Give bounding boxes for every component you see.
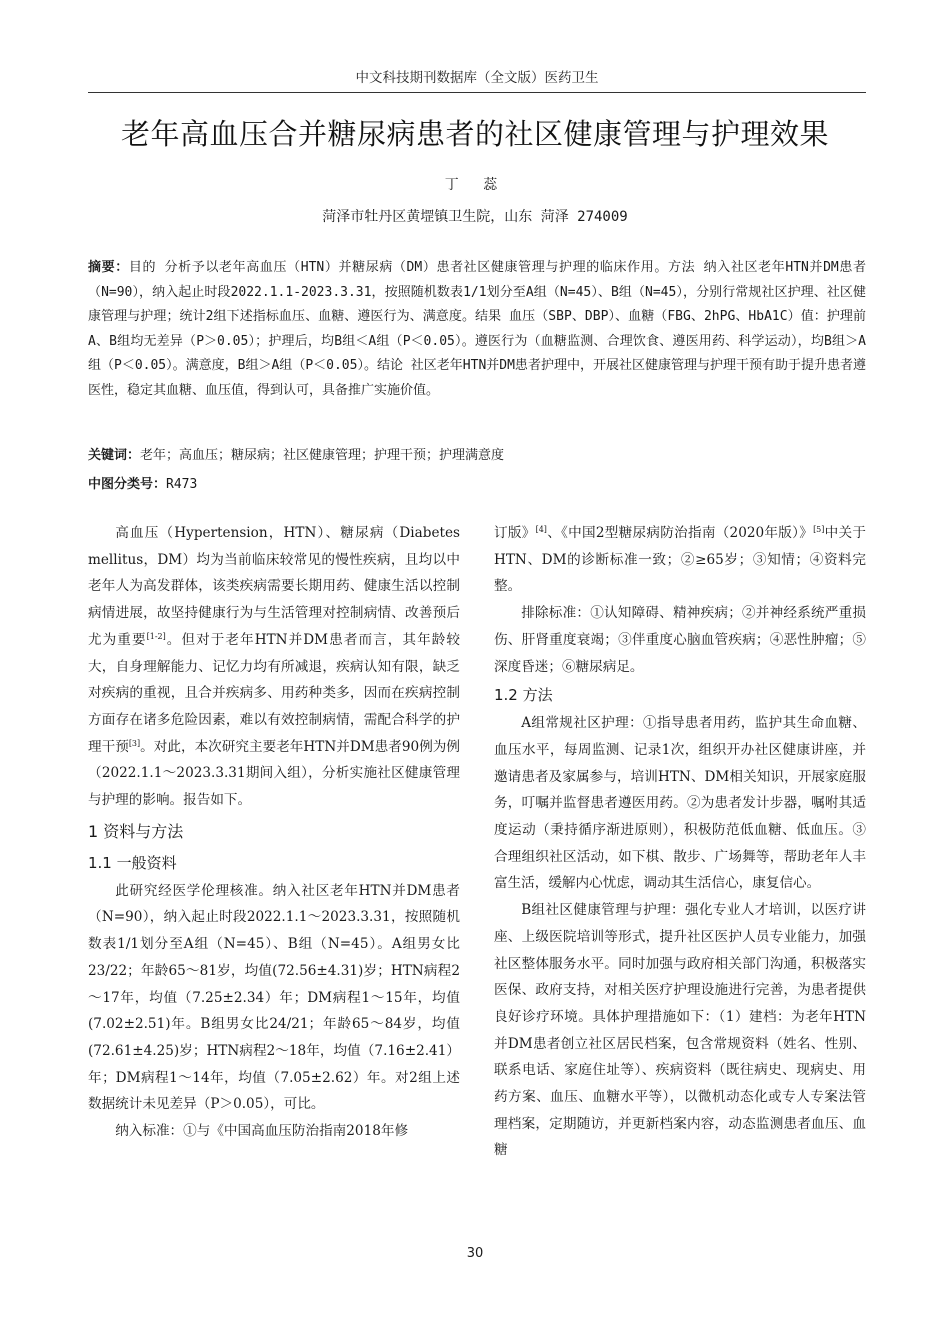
abstract-label: 摘要： — [88, 260, 129, 275]
keywords-label: 关键词： — [88, 448, 141, 463]
classification-label: 中图分类号： — [88, 477, 167, 492]
classification — [88, 474, 866, 496]
classification-code: R473 — [166, 477, 198, 492]
citation-1-2: [1-2] — [146, 631, 166, 641]
group-a-method: A组常规社区护理：①指导患者用药，监护其生命血糖、血压水平，每周监测、记录1次，组织开办社区健康讲座，并邀请患者及家属参与，培训HTN、DM相关知识，开展家庭服务，叮嘱并监督患者遵医用药。②为患者发计步器，嘱咐其适度运动（秉持循序渐进原则），积极防范低血糖、低血压。③合理组织社区活动，如下棋、散步、广场舞等，帮助老年人丰富生活，缓解内心忧虑，调动其生活信心，康复信心。 — [494, 715, 866, 892]
keywords-text: 老年；高血压；糖尿病；社区健康管理；护理干预；护理满意度 — [140, 448, 505, 463]
inclusion-criteria-cont — [494, 520, 866, 600]
group-b-method: B组社区健康管理与护理：强化专业人才培训，以医疗讲座、上级医院培训等形式，提升社区医护人员专业能力，加强社区整体服务水平。同时加强与政府相关部门沟通，积极落实医保、政府支持，对相关医疗护理设施进行完善，为患者提供良好诊疗环境。具体护理措施如下：（1）建档：为老年HTN并DM患者创立社区居民档案，包含常规资料（姓名、性别、联系电话、家庭住址等）、疾病资料（既往病史、现病史、用药方案、血压、血糖水平等），以微机动态化或专人专案法管理档案，定期随访，并更新档案内容，动态监测患者血压、血糖 — [494, 902, 866, 1159]
keywords — [88, 445, 866, 467]
citation-3: [3] — [128, 738, 141, 748]
author-affiliation: 菏泽市牡丹区黄堽镇卫生院，山东 菏泽 274009 — [322, 209, 628, 225]
inclusion-text-a: 订版》 — [494, 525, 536, 541]
article-title: 老年高血压合并糖尿病患者的社区健康管理与护理效果 — [120, 117, 829, 151]
general-data-paragraph: 此研究经医学伦理核准。纳入社区老年HTN并DM患者（N=90），纳入起止时段2022.1.1～2023.3.31，按照随机数表1/1划分至A组（N=45）、B组（N=45）。A组男女比23/22；年龄65～81岁，均值(72.56±4.31)岁；HTN病程2～17年，均值（7.25±2.34）年；DM病程1～15年，均值(7.02±2.51)年。B组男女比24/21；年龄65～84岁，均值(72.61±4.25)岁；HTN病程2～18年，均值（7.16±2.41）年；DM病程1～14年，均值（7.05±2.62）年。对2组上述数据统计未见差异（P＞0.05），可比。 — [88, 882, 460, 1113]
page-number: 30 — [466, 1246, 484, 1261]
abstract — [88, 256, 866, 403]
subsection-heading-methods: 1.2 方法 — [494, 686, 553, 705]
citation-4: [4] — [535, 525, 547, 534]
intro-paragraph — [88, 520, 460, 814]
subsection-heading-general-data: 1.1 一般资料 — [88, 853, 177, 872]
intro-text-a: 高血压（Hypertension，HTN）、糖尿病（Diabetes mellitus，DM）均为当前临床较常见的慢性疾病，且均以中老年人为高发群体，该类疾病需要长期用药、健康生活以控制病情进展，故坚持健康行为与生活管理对控制病情、改善预后尤为重要 — [88, 525, 460, 648]
section-heading-materials-methods: 1 资料与方法 — [88, 821, 184, 841]
exclusion-criteria: 排除标准：①认知障碍、精神疾病；②并神经系统严重损伤、肝肾重度衰竭；③伴重度心脑血管疾病；④恶性肿瘤；⑤深度昏迷；⑥糖尿病足。 — [494, 605, 866, 675]
abstract-text: 目的 分析予以老年高血压（HTN）并糖尿病（DM）患者社区健康管理与护理的临床作用。方法 纳入社区老年HTN并DM患者（N=90），纳入起止时段2022.1.1-2023.3.31，按照随机数表1/1划分至A组（N=45）、B组（N=45），分别行常规社区护理、社区健康管理与护理；统计2组下述指标血压、血糖、遵医行为、满意度。结果 血压（SBP、DBP）、血糖（FBG、2hPG、HbA1C）值：护理前A、B组均无差异（P＞0.05）；护理后，均B组＜A组（P＜0.05）。遵医行为（血糖监测、合理饮食、遵医用药、科学运动），均B组＞A组（P＜0.05）。满意度，B组＞A组（P＜0.05）。结论 社区老年HTN并DM患者护理中，开展社区健康管理与护理干预有助于提升患者遵医性，稳定其血糖、血压值，得到认可，具备推广实施价值。 — [88, 260, 866, 398]
citation-5: [5] — [813, 525, 825, 534]
inclusion-criteria-start: 纳入标准：①与《中国高血压防治指南2018年修 — [115, 1123, 409, 1140]
left-column — [88, 520, 460, 1145]
right-column — [494, 520, 866, 1164]
intro-text-b: 。但对于老年HTN并DM患者而言，其年龄较大，自身理解能力、记忆力均有所减退，疾病认知有限，缺乏对疾病的重视，且合并疾病多、用药种类多，因而在疾病控制方面存在诸多危险因素，难以有效控制病情，需配合科学的护理干预 — [88, 631, 460, 755]
author-name: 丁 蕊 — [444, 177, 506, 193]
inclusion-text-c: 中关于HTN、DM的诊断标准一致；②≥65岁；③知情；④资料完整。 — [494, 525, 866, 595]
inclusion-text-b: 、《中国2型糖尿病防治指南（2020年版）》 — [546, 525, 814, 541]
journal-header: 中文科技期刊数据库（全文版）医药卫生 — [88, 66, 866, 93]
intro-text-c: 。对此，本次研究主要老年HTN并DM患者90例为例（2022.1.1～2023.3.31期间入组），分析实施社区健康管理与护理的影响。报告如下。 — [88, 738, 460, 809]
